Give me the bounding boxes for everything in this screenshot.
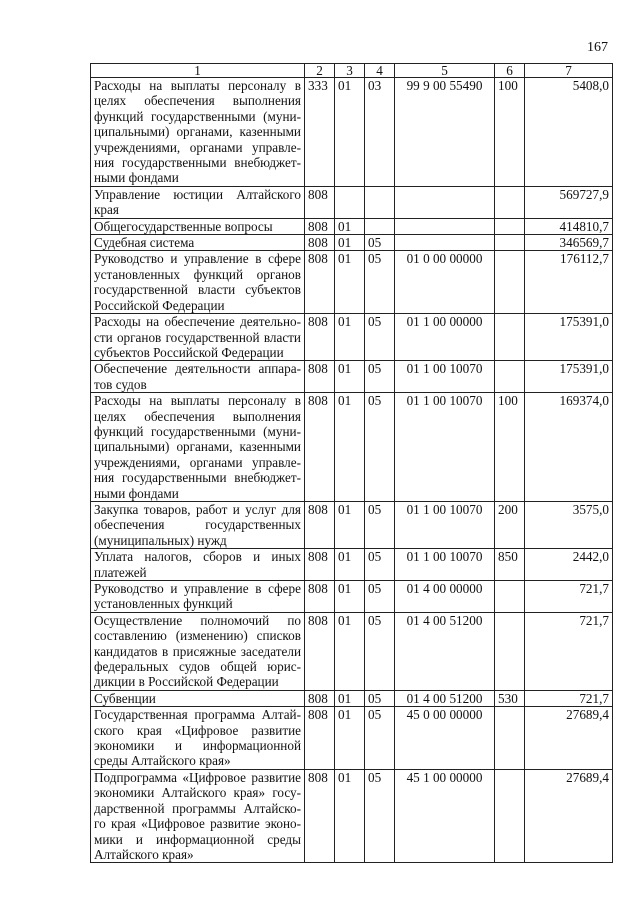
csr-cell: 45 1 00 00000	[395, 769, 495, 862]
vr-cell	[495, 361, 525, 393]
rz-cell: 01	[335, 690, 365, 706]
csr-cell: 01 1 00 10070	[395, 393, 495, 502]
header-cell: 6	[495, 64, 525, 78]
pr-cell	[365, 186, 395, 218]
rz-cell: 01	[335, 581, 365, 613]
vr-cell	[495, 186, 525, 218]
csr-cell: 01 1 00 10070	[395, 501, 495, 548]
header-cell: 1	[91, 64, 305, 78]
pr-cell	[365, 218, 395, 234]
rz-cell: 01	[335, 251, 365, 314]
rz-cell	[335, 186, 365, 218]
table-row	[91, 186, 613, 218]
amount-cell: 3575,0	[525, 501, 613, 548]
header-cell: 5	[395, 64, 495, 78]
grbs-cell: 808	[305, 549, 335, 581]
rz-cell: 01	[335, 769, 365, 862]
row-name-cell: Субвенции	[91, 690, 305, 706]
grbs-cell: 808	[305, 251, 335, 314]
amount-cell: 27689,4	[525, 769, 613, 862]
amount-cell: 169374,0	[525, 393, 613, 502]
vr-cell: 850	[495, 549, 525, 581]
amount-cell: 5408,0	[525, 78, 613, 187]
table-row	[91, 549, 613, 581]
row-name-cell: Расходы на выплаты персоналу в целях обеспечения выполнения функций государственными (муни-ципальными) органами, казенными учреждениями, органами управле-ния государственными внебюджет-ными фондами	[91, 78, 305, 187]
csr-cell: 01 4 00 00000	[395, 581, 495, 613]
rz-cell: 01	[335, 501, 365, 548]
amount-cell: 721,7	[525, 581, 613, 613]
vr-cell: 530	[495, 690, 525, 706]
table-row	[91, 690, 613, 706]
amount-cell: 721,7	[525, 612, 613, 690]
pr-cell: 03	[365, 78, 395, 187]
grbs-cell: 333	[305, 78, 335, 187]
amount-cell: 175391,0	[525, 361, 613, 393]
row-name-cell: Расходы на обеспечение деятельно-сти органов государственной власти субъектов Российской Федерации	[91, 314, 305, 361]
pr-cell: 05	[365, 690, 395, 706]
vr-cell	[495, 235, 525, 251]
table-row	[91, 251, 613, 314]
csr-cell	[395, 218, 495, 234]
amount-cell: 27689,4	[525, 707, 613, 770]
amount-cell: 346569,7	[525, 235, 613, 251]
grbs-cell: 808	[305, 393, 335, 502]
vr-cell	[495, 251, 525, 314]
vr-cell	[495, 612, 525, 690]
row-name-cell: Уплата налогов, сборов и иных платежей	[91, 549, 305, 581]
table-row	[91, 707, 613, 770]
row-name-cell: Подпрограмма «Цифровое развитие экономики Алтайского края» госу-дарственной программы Алтайско-го края «Цифровое развитие эконо-мики и информационной среды Алтайского края»	[91, 769, 305, 862]
pr-cell: 05	[365, 393, 395, 502]
grbs-cell: 808	[305, 186, 335, 218]
amount-cell: 569727,9	[525, 186, 613, 218]
row-name-cell: Закупка товаров, работ и услуг для обеспечения государственных (муниципальных) нужд	[91, 501, 305, 548]
grbs-cell: 808	[305, 690, 335, 706]
grbs-cell: 808	[305, 501, 335, 548]
pr-cell: 05	[365, 314, 395, 361]
table-row	[91, 393, 613, 502]
csr-cell: 45 0 00 00000	[395, 707, 495, 770]
rz-cell: 01	[335, 612, 365, 690]
pr-cell: 05	[365, 501, 395, 548]
amount-cell: 176112,7	[525, 251, 613, 314]
pr-cell: 05	[365, 581, 395, 613]
header-cell: 7	[525, 64, 613, 78]
pr-cell: 05	[365, 612, 395, 690]
table-row	[91, 314, 613, 361]
table-body	[91, 78, 613, 863]
amount-cell: 2442,0	[525, 549, 613, 581]
csr-cell: 01 1 00 10070	[395, 361, 495, 393]
pr-cell: 05	[365, 549, 395, 581]
rz-cell: 01	[335, 707, 365, 770]
pr-cell: 05	[365, 769, 395, 862]
csr-cell: 01 1 00 00000	[395, 314, 495, 361]
table-row	[91, 581, 613, 613]
table-row	[91, 769, 613, 862]
csr-cell: 01 0 00 00000	[395, 251, 495, 314]
rz-cell: 01	[335, 218, 365, 234]
row-name-cell: Руководство и управление в сфере установленных функций органов государственной власти субъектов Российской Федерации	[91, 251, 305, 314]
csr-cell	[395, 186, 495, 218]
row-name-cell: Осуществление полномочий по составлению (изменению) списков кандидатов в присяжные заседатели федеральных судов общей юрис-дикции в Российской Федерации	[91, 612, 305, 690]
grbs-cell: 808	[305, 218, 335, 234]
vr-cell	[495, 769, 525, 862]
grbs-cell: 808	[305, 707, 335, 770]
csr-cell: 99 9 00 55490	[395, 78, 495, 187]
grbs-cell: 808	[305, 581, 335, 613]
vr-cell: 100	[495, 393, 525, 502]
vr-cell	[495, 314, 525, 361]
vr-cell	[495, 218, 525, 234]
rz-cell: 01	[335, 314, 365, 361]
grbs-cell: 808	[305, 361, 335, 393]
pr-cell: 05	[365, 707, 395, 770]
row-name-cell: Судебная система	[91, 235, 305, 251]
pr-cell: 05	[365, 251, 395, 314]
row-name-cell: Управление юстиции Алтайского края	[91, 186, 305, 218]
pr-cell: 05	[365, 235, 395, 251]
csr-cell	[395, 235, 495, 251]
grbs-cell: 808	[305, 235, 335, 251]
csr-cell: 01 4 00 51200	[395, 612, 495, 690]
rz-cell: 01	[335, 393, 365, 502]
grbs-cell: 808	[305, 314, 335, 361]
rz-cell: 01	[335, 549, 365, 581]
vr-cell: 100	[495, 78, 525, 187]
row-name-cell: Обеспечение деятельности аппара-тов судов	[91, 361, 305, 393]
row-name-cell: Расходы на выплаты персоналу в целях обеспечения выполнения функций государственными (муни-ципальными) органами, казенными учреждениями, органами управле-ния государственными внебюджет-ными фондами	[91, 393, 305, 502]
table-row	[91, 78, 613, 187]
table-row	[91, 218, 613, 234]
header-row	[91, 64, 613, 78]
header-cell: 4	[365, 64, 395, 78]
csr-cell: 01 4 00 51200	[395, 690, 495, 706]
table-row	[91, 235, 613, 251]
table-row	[91, 501, 613, 548]
row-name-cell: Общегосударственные вопросы	[91, 218, 305, 234]
budget-table	[90, 63, 613, 863]
row-name-cell: Государственная программа Алтай-ского края «Цифровое развитие экономики и информационной среды Алтайского края»	[91, 707, 305, 770]
rz-cell: 01	[335, 235, 365, 251]
table-row	[91, 361, 613, 393]
vr-cell: 200	[495, 501, 525, 548]
amount-cell: 721,7	[525, 690, 613, 706]
rz-cell: 01	[335, 361, 365, 393]
pr-cell: 05	[365, 361, 395, 393]
header-cell: 2	[305, 64, 335, 78]
vr-cell	[495, 707, 525, 770]
header-cell: 3	[335, 64, 365, 78]
table-row	[91, 612, 613, 690]
grbs-cell: 808	[305, 769, 335, 862]
rz-cell: 01	[335, 78, 365, 187]
grbs-cell: 808	[305, 612, 335, 690]
vr-cell	[495, 581, 525, 613]
csr-cell: 01 1 00 10070	[395, 549, 495, 581]
amount-cell: 414810,7	[525, 218, 613, 234]
row-name-cell: Руководство и управление в сфере установленных функций	[91, 581, 305, 613]
page-number: 167	[587, 40, 608, 55]
amount-cell: 175391,0	[525, 314, 613, 361]
